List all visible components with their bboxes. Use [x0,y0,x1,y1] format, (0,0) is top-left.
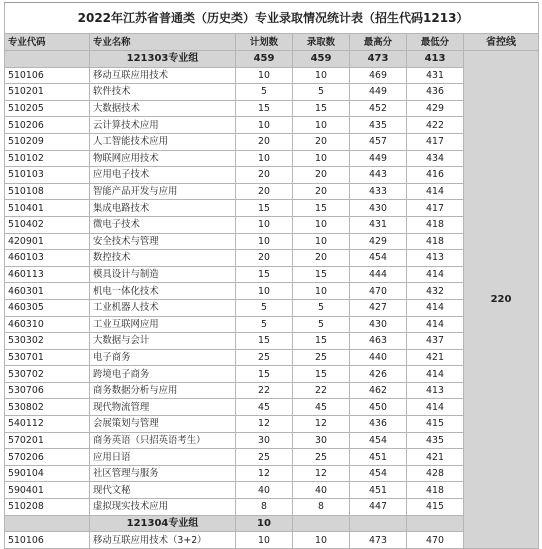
group-admitted: 459 [293,51,350,68]
min-score: 413 [407,382,464,399]
major-code: 510106 [5,67,90,84]
group-label: 121303专业组 [90,51,236,68]
table-row [5,299,539,316]
min-score: 421 [407,349,464,366]
table-row [5,283,539,300]
major-name: 软件技术 [90,84,236,101]
admitted-count: 5 [293,299,350,316]
admitted-count: 5 [293,316,350,333]
table-row [5,84,539,101]
admitted-count: 12 [293,416,350,433]
plan-count: 25 [236,349,293,366]
plan-count: 40 [236,482,293,499]
table-row [5,316,539,333]
table-row [5,449,539,466]
group-code-blank [5,515,90,532]
max-score: 457 [350,133,407,150]
max-score: 436 [350,416,407,433]
major-name: 商务数据分析与应用 [90,382,236,399]
admitted-count: 10 [293,233,350,250]
group-row [5,51,539,68]
major-code: 460301 [5,283,90,300]
min-score: 434 [407,150,464,167]
group-plan: 10 [236,515,293,532]
min-score: 417 [407,133,464,150]
table-row [5,117,539,134]
plan-count: 15 [236,366,293,383]
max-score: 431 [350,216,407,233]
plan-count: 25 [236,449,293,466]
min-score: 414 [407,266,464,283]
group-row [5,515,539,532]
major-code: 420901 [5,233,90,250]
max-score: 426 [350,366,407,383]
max-score: 430 [350,316,407,333]
min-score: 416 [407,167,464,184]
plan-count: 22 [236,382,293,399]
admitted-count: 20 [293,183,350,200]
major-code: 590104 [5,465,90,482]
major-name: 人工智能技术应用 [90,133,236,150]
major-code: 510108 [5,183,90,200]
group-min [407,515,464,532]
major-code: 460113 [5,266,90,283]
min-score: 414 [407,183,464,200]
major-name: 模具设计与制造 [90,266,236,283]
table-row [5,183,539,200]
header-admitted: 录取数 [293,34,350,51]
major-name: 工业互联网应用 [90,316,236,333]
min-score: 418 [407,482,464,499]
admitted-count: 15 [293,100,350,117]
major-name: 集成电路技术 [90,200,236,217]
plan-count: 5 [236,299,293,316]
admitted-count: 8 [293,499,350,516]
plan-count: 12 [236,416,293,433]
max-score: 449 [350,84,407,101]
major-code: 530702 [5,366,90,383]
plan-count: 10 [236,233,293,250]
major-name: 商务英语（只招英语考生） [90,432,236,449]
major-code: 530701 [5,349,90,366]
min-score: 470 [407,532,464,549]
major-name: 数控技术 [90,250,236,267]
major-name: 社区管理与服务 [90,465,236,482]
major-name: 现代物流管理 [90,399,236,416]
major-code: 460103 [5,250,90,267]
max-score: 454 [350,250,407,267]
plan-count: 10 [236,150,293,167]
major-code: 540112 [5,416,90,433]
table-row [5,233,539,250]
max-score: 433 [350,183,407,200]
major-name: 应用日语 [90,449,236,466]
plan-count: 10 [236,532,293,549]
major-code: 460305 [5,299,90,316]
admitted-count: 12 [293,465,350,482]
header-max: 最高分 [350,34,407,51]
admitted-count: 10 [293,150,350,167]
major-code: 570201 [5,432,90,449]
max-score: 435 [350,117,407,134]
major-name: 移动互联应用技术（3+2） [90,532,236,549]
min-score: 415 [407,499,464,516]
max-score: 444 [350,266,407,283]
min-score: 428 [407,465,464,482]
admitted-count: 20 [293,133,350,150]
major-name: 工业机器人技术 [90,299,236,316]
max-score: 430 [350,200,407,217]
plan-count: 20 [236,183,293,200]
table-row [5,250,539,267]
major-name: 安全技术与管理 [90,233,236,250]
plan-count: 15 [236,266,293,283]
admitted-count: 45 [293,399,350,416]
min-score: 422 [407,117,464,134]
major-code: 570206 [5,449,90,466]
header-plan: 计划数 [236,34,293,51]
admitted-count: 40 [293,482,350,499]
major-code: 510209 [5,133,90,150]
admitted-count: 22 [293,382,350,399]
min-score: 435 [407,432,464,449]
min-score: 415 [407,416,464,433]
max-score: 449 [350,150,407,167]
table-row [5,432,539,449]
admitted-count: 15 [293,266,350,283]
header-name: 专业名称 [90,34,236,51]
admitted-count: 10 [293,67,350,84]
major-name: 跨境电子商务 [90,366,236,383]
major-code: 530302 [5,333,90,350]
min-score: 437 [407,333,464,350]
admitted-count: 5 [293,84,350,101]
min-score: 431 [407,67,464,84]
max-score: 473 [350,532,407,549]
plan-count: 10 [236,67,293,84]
plan-count: 10 [236,283,293,300]
major-name: 应用电子技术 [90,167,236,184]
max-score: 451 [350,449,407,466]
table-row [5,216,539,233]
admitted-count: 20 [293,250,350,267]
major-code: 510205 [5,100,90,117]
major-code: 530802 [5,399,90,416]
admitted-count: 10 [293,283,350,300]
admitted-count: 25 [293,449,350,466]
table-row [5,167,539,184]
plan-count: 15 [236,100,293,117]
title-row [5,3,539,34]
max-score: 470 [350,283,407,300]
plan-count: 8 [236,499,293,516]
table-row [5,366,539,383]
major-code: 530706 [5,382,90,399]
table-row [5,499,539,516]
major-name: 大数据技术 [90,100,236,117]
table-title: 2022年江苏省普通类（历史类）专业录取情况统计表（招生代码1213） [5,3,539,34]
group-max [350,515,407,532]
major-code: 510201 [5,84,90,101]
admitted-count: 10 [293,216,350,233]
admitted-count: 10 [293,532,350,549]
max-score: 450 [350,399,407,416]
max-score: 440 [350,349,407,366]
min-score: 414 [407,366,464,383]
table-row [5,150,539,167]
header-code: 专业代码 [5,34,90,51]
table-row [5,67,539,84]
plan-count: 15 [236,333,293,350]
major-name: 物联网应用技术 [90,150,236,167]
major-name: 电子商务 [90,349,236,366]
plan-count: 10 [236,216,293,233]
admitted-count: 15 [293,333,350,350]
admitted-count: 30 [293,432,350,449]
table-row [5,532,539,549]
major-name: 大数据与会计 [90,333,236,350]
admitted-count: 15 [293,200,350,217]
plan-count: 30 [236,432,293,449]
major-name: 虚拟现实技术应用 [90,499,236,516]
major-name: 移动互联应用技术 [90,67,236,84]
major-name: 智能产品开发与应用 [90,183,236,200]
major-name: 机电一体化技术 [90,283,236,300]
group-admitted [293,515,350,532]
min-score: 414 [407,316,464,333]
plan-count: 10 [236,117,293,134]
major-code: 510402 [5,216,90,233]
major-code: 510206 [5,117,90,134]
major-code: 460310 [5,316,90,333]
plan-count: 5 [236,84,293,101]
table-row [5,465,539,482]
table-row [5,100,539,117]
table-row [5,266,539,283]
min-score: 414 [407,299,464,316]
major-code: 510106 [5,532,90,549]
max-score: 463 [350,333,407,350]
major-code: 590401 [5,482,90,499]
group-plan: 459 [236,51,293,68]
header-provincial-line: 省控线 [464,34,539,51]
admitted-count: 25 [293,349,350,366]
major-name: 会展策划与管理 [90,416,236,433]
max-score: 469 [350,67,407,84]
min-score: 414 [407,399,464,416]
table-row [5,333,539,350]
plan-count: 20 [236,133,293,150]
plan-count: 12 [236,465,293,482]
major-name: 微电子技术 [90,216,236,233]
table-row [5,200,539,217]
plan-count: 15 [236,200,293,217]
major-code: 510103 [5,167,90,184]
min-score: 421 [407,449,464,466]
provincial-line-value: 220 [464,51,539,549]
admitted-count: 20 [293,167,350,184]
min-score: 429 [407,100,464,117]
major-name: 现代文秘 [90,482,236,499]
major-code: 510102 [5,150,90,167]
max-score: 454 [350,432,407,449]
admission-table [4,2,539,549]
plan-count: 20 [236,250,293,267]
max-score: 451 [350,482,407,499]
major-code: 510208 [5,499,90,516]
table-row [5,416,539,433]
plan-count: 45 [236,399,293,416]
min-score: 418 [407,233,464,250]
plan-count: 5 [236,316,293,333]
major-code: 510401 [5,200,90,217]
max-score: 427 [350,299,407,316]
max-score: 454 [350,465,407,482]
group-code-blank [5,51,90,68]
min-score: 417 [407,200,464,217]
table-row [5,399,539,416]
max-score: 429 [350,233,407,250]
major-name: 云计算技术应用 [90,117,236,134]
max-score: 452 [350,100,407,117]
table-row [5,133,539,150]
max-score: 462 [350,382,407,399]
min-score: 413 [407,250,464,267]
max-score: 447 [350,499,407,516]
plan-count: 20 [236,167,293,184]
min-score: 436 [407,84,464,101]
admitted-count: 15 [293,366,350,383]
min-score: 432 [407,283,464,300]
group-max: 473 [350,51,407,68]
table-row [5,349,539,366]
group-min: 413 [407,51,464,68]
table-row [5,382,539,399]
min-score: 418 [407,216,464,233]
admitted-count: 10 [293,117,350,134]
group-label: 121304专业组 [90,515,236,532]
header-min: 最低分 [407,34,464,51]
table-row [5,482,539,499]
header-row [5,34,539,51]
max-score: 443 [350,167,407,184]
